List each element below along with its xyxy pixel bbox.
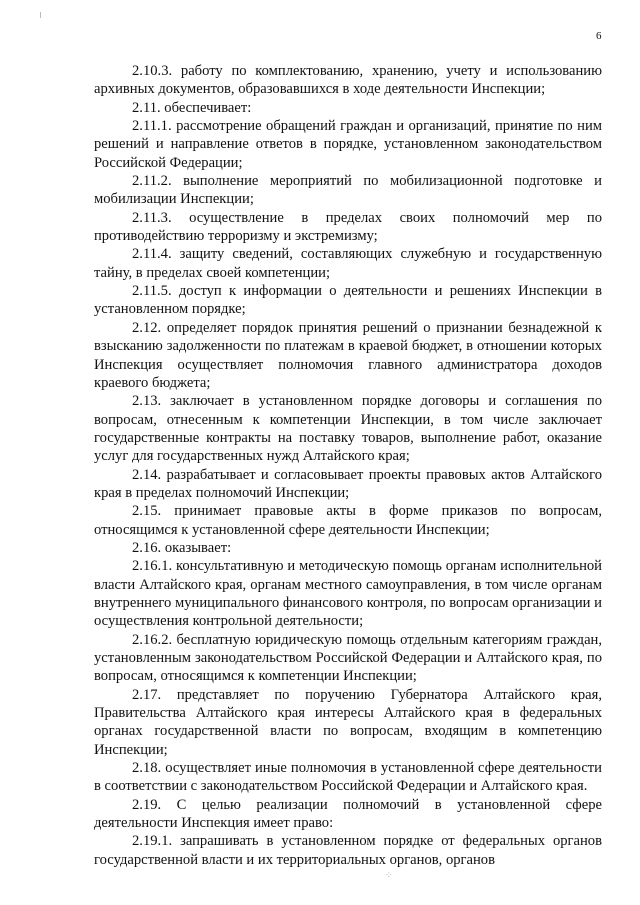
paragraph: 2.16. оказывает:	[132, 539, 232, 556]
paragraph: 2.11.1. рассмотрение обращений граждан и организаций, принятие по ним решений и направление ответов в порядке, установленном законодательством Российской Федерации;	[94, 118, 602, 171]
paragraph: 2.17. представляет по поручению Губернатора Алтайского края, Правительства Алтайского края интересы Алтайского края в федеральных органах государственной власти по вопросам, входящим в компетенцию Инспекции;	[94, 686, 602, 758]
paragraph: 2.11.3. осуществление в пределах своих полномочий мер по противодействию терроризму и экстремизму;	[94, 209, 602, 245]
paragraph: 2.19. С целью реализации полномочий в установленной сфере деятельности Инспекция имеет право:	[94, 796, 602, 832]
paragraph: 2.10.3. работу по комплектованию, хранению, учету и использованию архивных документов, образовавшихся в ходе деятельности Инспекции;	[94, 63, 602, 98]
scan-artifact: ⁘	[385, 870, 393, 880]
paragraph: 2.11.5. доступ к информации о деятельности и решениях Инспекции в установленном порядке;	[94, 283, 602, 318]
paragraph: 2.19.1. запрашивать в установленном порядке от федеральных органов государственной власти и их территориальных органов, органов	[94, 833, 602, 868]
paragraph: 2.13. заключает в установленном порядке договоры и соглашения по вопросам, отнесенным к компетенции Инспекции, в том числе заключает государственные контракты на поставку товаров, выполнение работ, оказание услуг для государственных нужд Алтайского края;	[94, 393, 602, 465]
paragraph: 2.18. осуществляет иные полномочия в установленной сфере деятельности в соответствии с законодательством Российской Федерации и Алтайского края.	[94, 760, 602, 795]
paragraph: 2.16.2. бесплатную юридическую помощь отдельным категориям граждан, установленным законодательством Российской Федерации и Алтайского края, по вопросам, относящимся к компетенции Инспекции;	[94, 631, 602, 685]
page-number: 6	[596, 30, 602, 42]
paragraph: 2.11.4. защиту сведений, составляющих служебную и государственную тайну, в пределах своей компетенции;	[94, 246, 602, 281]
paragraph: 2.12. определяет порядок принятия решений о признании безнадежной к взысканию задолженности по платежам в краевой бюджет, в отношении которых Инспекция осуществляет полномочия главного администратора доходов краевого бюджета;	[94, 319, 602, 391]
document-body	[94, 62, 602, 869]
scan-artifact	[40, 12, 41, 18]
paragraph: 2.14. разрабатывает и согласовывает проекты правовых актов Алтайского края в пределах полномочий Инспекции;	[94, 466, 602, 501]
paragraph: 2.15. принимает правовые акты в форме приказов по вопросам, относящимся к установленной сфере деятельности Инспекции;	[94, 503, 602, 538]
paragraph: 2.11. обеспечивает:	[132, 99, 252, 116]
paragraph: 2.11.2. выполнение мероприятий по мобилизационной подготовке и мобилизации Инспекции;	[94, 173, 602, 208]
paragraph: 2.16.1. консультативную и методическую помощь органам исполнительной власти Алтайского края, органам местного самоуправления, в том числе органам внутреннего муниципального финансового контроля, по вопросам организации и осуществления контрольной деятельности;	[94, 558, 602, 630]
